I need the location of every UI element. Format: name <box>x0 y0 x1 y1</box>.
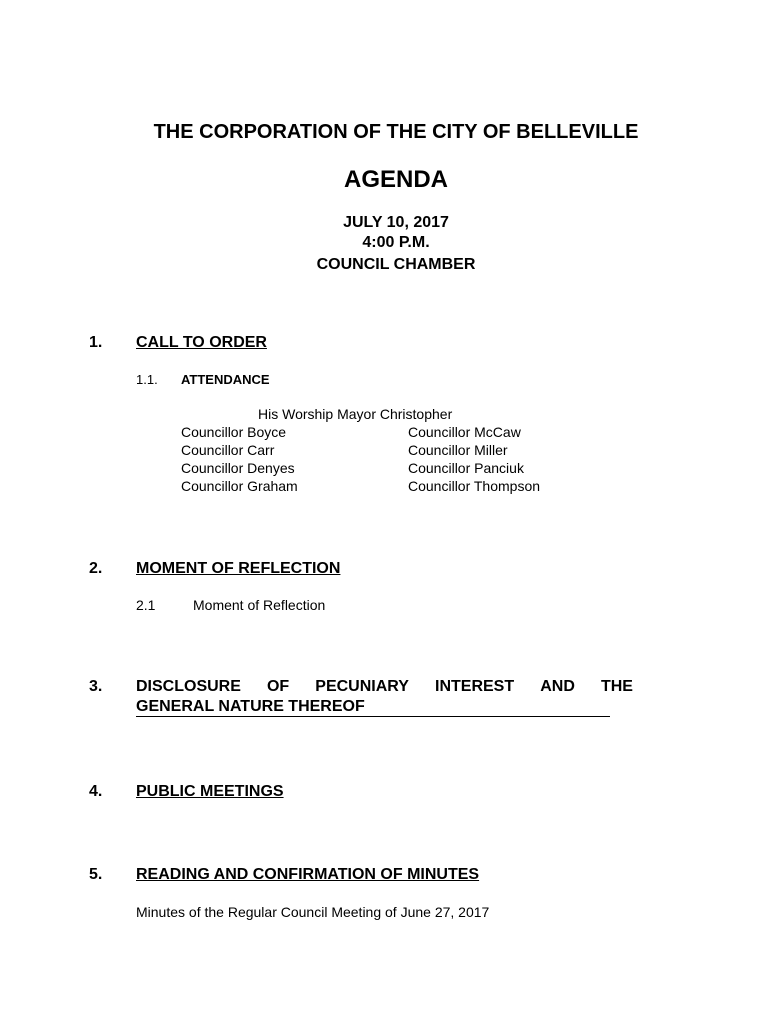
attendance-left-4: Councillor Graham <box>181 478 298 494</box>
organization-title: THE CORPORATION OF THE CITY OF BELLEVILLE <box>153 121 639 143</box>
disclosure-word: OF <box>266 678 290 695</box>
agenda-title: AGENDA <box>343 166 448 193</box>
subsection-number-1-1: 1.1. <box>136 372 158 387</box>
section-title-call-to-order: CALL TO ORDER <box>136 334 267 351</box>
attendance-right-1: Councillor McCaw <box>408 424 521 440</box>
disclosure-word: PECUNIARY <box>315 678 409 695</box>
section-number-4: 4. <box>89 783 103 800</box>
section-title-public-meetings: PUBLIC MEETINGS <box>136 783 284 800</box>
disclosure-word: INTEREST <box>435 678 515 695</box>
section-title-disclosure-line-2: GENERAL NATURE THEREOF <box>136 698 610 717</box>
section-number-5: 5. <box>89 866 103 883</box>
attendance-right-4: Councillor Thompson <box>408 478 541 494</box>
attendance-right-3: Councillor Panciuk <box>408 460 524 476</box>
attendance-mayor: His Worship Mayor Christopher <box>258 406 453 422</box>
meeting-date: JULY 10, 2017 <box>343 214 449 231</box>
section-number-1: 1. <box>89 334 103 351</box>
attendance-right-2: Councillor Miller <box>408 442 508 458</box>
section-number-3: 3. <box>89 678 103 695</box>
disclosure-word: DISCLOSURE <box>136 678 241 695</box>
subsection-title-moment-of-reflection: Moment of Reflection <box>193 597 326 613</box>
disclosure-word: THE <box>600 678 633 695</box>
section-number-2: 2. <box>89 560 103 577</box>
section-title-moment-of-reflection: MOMENT OF REFLECTION <box>136 560 341 577</box>
attendance-left-1: Councillor Boyce <box>181 424 287 440</box>
section-title-disclosure-line-1 <box>136 678 633 696</box>
subsection-number-2-1: 2.1 <box>136 597 156 613</box>
meeting-location: COUNCIL CHAMBER <box>316 256 476 273</box>
minutes-description: Minutes of the Regular Council Meeting of June 27, 2017 <box>136 904 490 920</box>
section-title-reading-confirmation-minutes: READING AND CONFIRMATION OF MINUTES <box>136 866 480 883</box>
disclosure-word: AND <box>540 678 575 695</box>
attendance-left-2: Councillor Carr <box>181 442 275 458</box>
subsection-title-attendance: ATTENDANCE <box>181 372 270 387</box>
meeting-time: 4:00 P.M. <box>362 234 430 251</box>
attendance-left-3: Councillor Denyes <box>181 460 295 476</box>
